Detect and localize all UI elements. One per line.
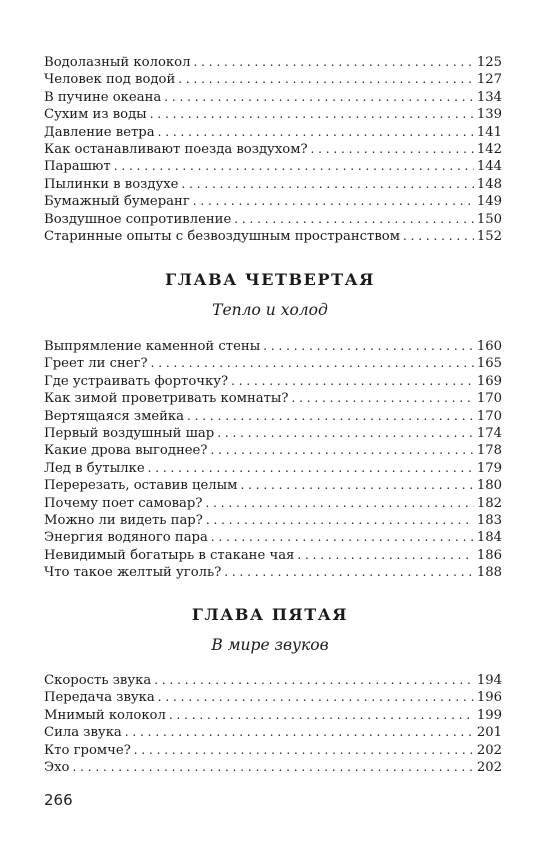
toc-entry[interactable] [44, 176, 502, 193]
toc-entry-title: Эхо [44, 759, 70, 775]
dot-leader [187, 408, 474, 425]
dot-leader [193, 54, 473, 71]
dot-leader [164, 89, 474, 106]
toc-entry-title: Лед в бутылке [44, 460, 145, 476]
dot-leader [148, 460, 474, 477]
dot-leader [114, 158, 474, 175]
toc-entry-page: 149 [476, 194, 502, 210]
dot-leader [234, 211, 474, 228]
toc-entry-page: 188 [476, 565, 502, 581]
dot-leader [205, 495, 473, 512]
toc-entry-title: Водолазный колокол [44, 55, 191, 70]
toc-entry[interactable] [44, 54, 502, 71]
toc-entry-title: Почему поет самовар? [44, 495, 203, 511]
toc-entry-page: 170 [476, 408, 502, 424]
chapter-heading: ГЛАВА ПЯТАЯ [191, 605, 349, 624]
toc-entry-title: Давление ветра [44, 124, 155, 140]
dot-leader [403, 228, 474, 245]
toc-entry[interactable] [44, 228, 502, 245]
toc-entry-page: 170 [476, 391, 502, 407]
dot-leader [150, 106, 474, 123]
toc-entry-title: Скорость звука [44, 673, 152, 688]
toc-entry[interactable] [44, 89, 502, 106]
toc-entry-title: Где устраивать форточку? [44, 373, 229, 389]
toc-entry-title: Невидимый богатырь в стакане чая [44, 547, 295, 563]
toc-entry[interactable] [44, 193, 502, 210]
toc-entry-title: Мнимый колокол [44, 707, 166, 723]
toc-entry-title: В пучине океана [44, 89, 162, 105]
toc-entry-title: Первый воздушный шар [44, 425, 215, 441]
toc-entry-page: 152 [476, 228, 502, 244]
toc-entry-title: Воздушное сопротивление [44, 211, 232, 227]
toc-entry-title: Старинные опыты с безвоздушным пространством [44, 228, 400, 244]
toc-entry[interactable] [44, 158, 502, 175]
toc-entry-page: 127 [476, 72, 502, 88]
toc-entry-page: 179 [476, 460, 502, 476]
toc-entry-page: 178 [476, 443, 502, 459]
dot-leader [297, 547, 473, 564]
toc-entry[interactable] [44, 71, 502, 88]
toc-entry-page: 139 [476, 107, 502, 123]
toc-entry-title: Как зимой проветривать комнаты? [44, 391, 289, 407]
dot-leader [151, 355, 474, 372]
toc-entry-page: 199 [476, 707, 502, 723]
dot-leader [224, 564, 474, 581]
toc-entry[interactable] [44, 373, 502, 390]
toc-entry[interactable] [44, 355, 502, 372]
page-number: 266 [44, 791, 73, 809]
toc-entry-page: 134 [476, 89, 502, 105]
toc-entry-page: 150 [476, 211, 502, 227]
toc-entry-page: 194 [476, 673, 502, 688]
toc-entry[interactable] [44, 495, 502, 512]
toc-entry-title: Энергия водяного пара [44, 530, 208, 546]
toc-entry-title: Как останавливают поезда воздухом? [44, 141, 308, 157]
toc-entry-title: Перерезать, оставив целым [44, 478, 238, 494]
toc-entry-title: Парашют [44, 159, 111, 175]
toc-entry-page: 196 [476, 690, 502, 706]
dot-leader [193, 193, 474, 210]
dot-leader [311, 141, 474, 158]
dot-leader [210, 442, 473, 459]
toc-entry-page: 186 [476, 547, 502, 563]
toc-entry-page: 142 [476, 141, 502, 157]
dot-leader [211, 529, 474, 546]
dot-leader [72, 759, 473, 776]
toc-entry[interactable] [44, 390, 502, 407]
toc-entry-page: 148 [476, 176, 502, 192]
toc-entry[interactable] [44, 408, 502, 425]
toc-entry[interactable] [44, 672, 502, 689]
dot-leader [158, 124, 474, 141]
toc-entry-page: 144 [476, 159, 502, 175]
dot-leader [169, 707, 474, 724]
chapter-subtitle: В мире звуков [211, 636, 329, 654]
toc-entry-title: Пылинки в воздухе [44, 176, 179, 192]
toc-entry-page: 165 [476, 356, 502, 372]
toc-entry[interactable] [44, 547, 502, 564]
dot-leader [125, 724, 474, 741]
toc-entry[interactable] [44, 512, 502, 529]
toc-entry[interactable] [44, 442, 502, 459]
toc-entry[interactable] [44, 759, 502, 776]
toc-entry-title: Кто громче? [44, 742, 131, 758]
toc-entry[interactable] [44, 477, 502, 494]
dot-leader [231, 373, 474, 390]
toc-entry-page: 182 [476, 495, 502, 511]
toc-entry-page: 184 [476, 530, 502, 546]
toc-entry[interactable] [44, 425, 502, 442]
toc-entry-page: 125 [476, 55, 502, 70]
dot-leader [178, 71, 474, 88]
dot-leader [206, 512, 474, 529]
toc-entry-title: Вертящаяся змейка [44, 408, 185, 424]
toc-entry[interactable] [44, 724, 502, 741]
toc-entry-title: Какие дрова выгоднее? [44, 443, 208, 459]
dot-leader [154, 672, 474, 689]
dot-leader [158, 689, 474, 706]
toc-entry-title: Греет ли снег? [44, 356, 148, 372]
toc-entry-title: Что такое желтый уголь? [44, 565, 222, 581]
dot-leader [181, 176, 473, 193]
toc-entry-page: 160 [476, 339, 502, 354]
toc-entry-title: Бумажный бумеранг [44, 194, 190, 210]
toc-entry[interactable] [44, 211, 502, 228]
toc-entry-page: 202 [476, 742, 502, 758]
dot-leader [263, 338, 474, 355]
chapter-heading: ГЛАВА ЧЕТВЕРТАЯ [165, 270, 375, 289]
toc-entry-title: Сухим из воды [44, 107, 147, 123]
toc-entry[interactable] [44, 106, 502, 123]
toc-entry[interactable] [44, 564, 502, 581]
toc-entry-title: Сила звука [44, 725, 122, 741]
toc-entry[interactable] [44, 742, 502, 759]
toc-entry-page: 201 [476, 725, 502, 741]
dot-leader [292, 390, 474, 407]
toc-entry-title: Можно ли видеть пар? [44, 512, 203, 528]
dot-leader [217, 425, 474, 442]
toc-entry-page: 202 [476, 759, 502, 775]
toc-entry-title: Человек под водой [44, 72, 176, 88]
toc-entry-page: 183 [476, 512, 502, 528]
toc-list-chapter-5 [44, 672, 502, 776]
toc-entry-title: Выпрямление каменной стены [44, 339, 261, 354]
toc-entry[interactable] [44, 338, 502, 355]
toc-entry-title: Передача звука [44, 690, 155, 706]
toc-entry[interactable] [44, 141, 502, 158]
chapter-subtitle: Тепло и холод [212, 301, 328, 319]
toc-entry-page: 174 [476, 425, 502, 441]
toc-entry-page: 141 [476, 124, 502, 140]
toc-entry[interactable] [44, 529, 502, 546]
toc-entry[interactable] [44, 707, 502, 724]
toc-entry[interactable] [44, 124, 502, 141]
dot-leader [134, 742, 474, 759]
toc-entry[interactable] [44, 689, 502, 706]
toc-entry[interactable] [44, 460, 502, 477]
toc-list-chapter-4 [44, 338, 502, 581]
toc-entry-page: 169 [476, 373, 502, 389]
toc-entry-page: 180 [476, 478, 502, 494]
dot-leader [240, 477, 473, 494]
toc-list-continued [44, 54, 502, 245]
